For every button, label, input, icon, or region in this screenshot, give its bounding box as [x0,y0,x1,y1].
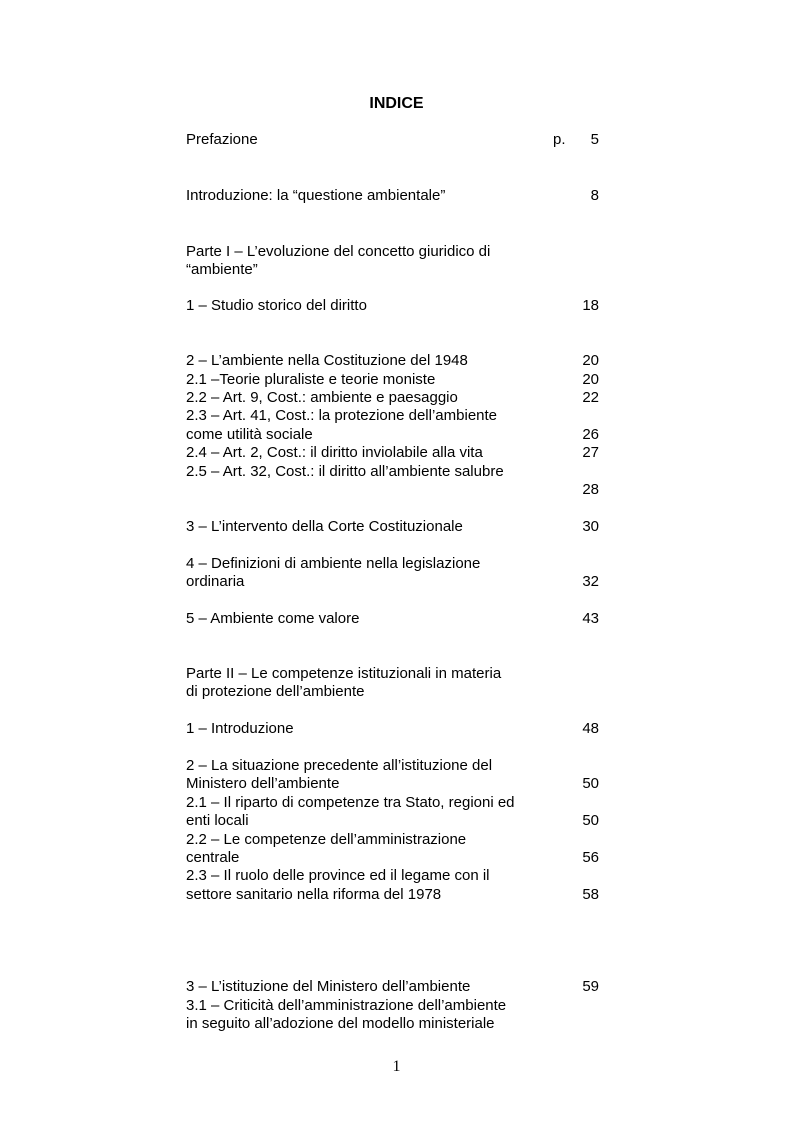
toc-page-number: 22 [582,389,599,406]
page-number-footer: 1 [392,1058,401,1075]
toc-entry-text: 2.5 – Art. 32, Cost.: il diritto all’ambiente salubre [186,463,504,480]
toc-page-number: 50 [582,812,599,829]
toc-entry-text: 2.2 – Le competenze dell’amministrazione [186,831,467,848]
toc-page-number: 27 [582,444,599,461]
toc-entry-text: 2.3 – Art. 41, Cost.: la protezione dell’ambiente [186,407,498,424]
toc-entry-text: centrale [186,849,240,866]
toc-page-number: 8 [590,187,599,204]
toc-entry-text: Introduzione: la “questione ambientale” [186,187,446,204]
toc-entry-text: 5 – Ambiente come valore [186,610,360,627]
toc-entry-text: 2.2 – Art. 9, Cost.: ambiente e paesaggio [186,389,458,406]
toc-page-number: 50 [582,775,599,792]
toc-page-number: 20 [582,371,599,388]
toc-entry-text: 3 – L’intervento della Corte Costituzionale [186,518,463,535]
toc-entry-text: in seguito all’adozione del modello ministeriale [186,1015,495,1032]
toc-page-number: 32 [582,573,599,590]
toc-entry-text: Parte II – Le competenze istituzionali in materia [186,665,502,682]
toc-page-number: 59 [582,978,599,995]
toc-entry-text: 2.1 – Il riparto di competenze tra Stato, regioni ed [186,794,515,811]
toc-entry-text: settore sanitario nella riforma del 1978 [186,886,442,903]
toc-page-number: 43 [582,610,599,627]
toc-entry-text: 2 – L’ambiente nella Costituzione del 1948 [186,352,468,369]
toc-entry-text: enti locali [186,812,249,829]
toc-entry-text: 2.4 – Art. 2, Cost.: il diritto inviolabile alla vita [186,444,483,461]
toc-entry-text: 2.3 – Il ruolo delle province ed il legame con il [186,867,490,884]
toc-entry-text: ordinaria [186,573,245,590]
toc-page-number: 56 [582,849,599,866]
toc-entry-text: 1 – Studio storico del diritto [186,297,367,314]
toc-entry-text: 1 – Introduzione [186,720,294,737]
toc-entry-text: 3.1 – Criticità dell’amministrazione dell’ambiente [186,997,507,1014]
page-title: INDICE [369,95,424,112]
toc-page-number: 20 [582,352,599,369]
toc-entry-text: Ministero dell’ambiente [186,775,340,792]
toc-entry-text: di protezione dell’ambiente [186,683,365,700]
toc-page-number: 18 [582,297,599,314]
toc-entry-text: 3 – L’istituzione del Ministero dell’ambiente [186,978,471,995]
toc-entry-text: Prefazione [186,131,258,148]
toc-entry-text: Parte I – L’evoluzione del concetto giuridico di [186,243,491,260]
toc-entry-text: come utilità sociale [186,426,313,443]
toc-entry-text: 2.1 –Teorie pluraliste e teorie moniste [186,371,436,388]
toc-page-number: 28 [582,481,599,498]
toc-entry-text: “ambiente” [186,261,258,278]
toc-entry-text: 2 – La situazione precedente all’istituzione del [186,757,493,774]
toc-page-number: 5 [590,131,599,148]
toc-page-prefix: p. [553,131,566,148]
toc-page-number: 26 [582,426,599,443]
toc-page-number: 30 [582,518,599,535]
toc-page-number: 58 [582,886,599,903]
toc-page-number: 48 [582,720,599,737]
toc-entry-text: 4 – Definizioni di ambiente nella legislazione [186,555,481,572]
